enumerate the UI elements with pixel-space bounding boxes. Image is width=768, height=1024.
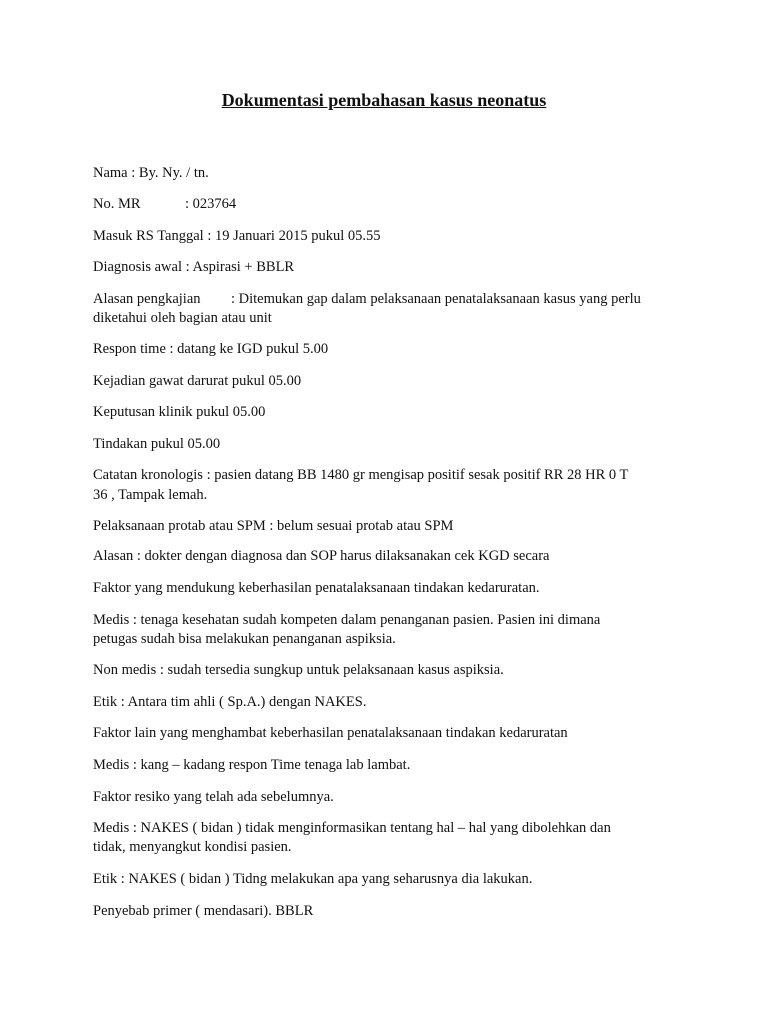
medis3-line2: tidak, menyangkut kondisi pasien. xyxy=(93,839,292,855)
nama-line: Nama : By. Ny. / tn. xyxy=(93,165,209,181)
non-medis-line: Non medis : sudah tersedia sungkup untuk pelaksanaan kasus aspiksia. xyxy=(93,662,504,678)
medis3-line1: Medis : NAKES ( bidan ) tidak menginformasikan tentang hal – hal yang dibolehkan dan xyxy=(93,820,611,836)
faktor-resiko-line: Faktor resiko yang telah ada sebelumnya. xyxy=(93,789,334,805)
diagnosis-awal-line: Diagnosis awal : Aspirasi + BBLR xyxy=(93,259,295,275)
etik2-line: Etik : NAKES ( bidan ) Tidng melakukan apa yang seharusnya dia lakukan. xyxy=(93,871,533,887)
medis1-line1: Medis : tenaga kesehatan sudah kompeten dalam penanganan pasien. Pasien ini dimana xyxy=(93,612,601,628)
etik1-line: Etik : Antara tim ahli ( Sp.A.) dengan NAKES. xyxy=(93,694,367,710)
alasan-pengkajian-line xyxy=(93,289,683,309)
catatan-line2: 36 , Tampak lemah. xyxy=(93,487,208,503)
medis2-line: Medis : kang – kadang respon Time tenaga lab lambat. xyxy=(93,757,411,773)
masuk-rs-line: Masuk RS Tanggal : 19 Januari 2015 pukul 05.55 xyxy=(93,228,381,244)
faktor-mendukung-line: Faktor yang mendukung keberhasilan penatalaksanaan tindakan kedaruratan. xyxy=(93,580,540,596)
catatan-line1: Catatan kronologis : pasien datang BB 1480 gr mengisap positif sesak positif RR 28 HR 0 T xyxy=(93,467,629,483)
alasan-pengkajian-line2: diketahui oleh bagian atau unit xyxy=(93,310,272,326)
alasan-pengkajian-label: Alasan pengkajian xyxy=(93,291,201,307)
tindakan-line: Tindakan pukul 05.00 xyxy=(93,436,221,452)
no-mr-line xyxy=(93,194,683,214)
faktor-menghambat-line: Faktor lain yang menghambat keberhasilan penatalaksanaan tindakan kedaruratan xyxy=(93,725,568,741)
pelaksanaan-line: Pelaksanaan protab atau SPM : belum sesuai protab atau SPM xyxy=(93,518,454,534)
penyebab-line: Penyebab primer ( mendasari). BBLR xyxy=(93,903,314,919)
document-title: Dokumentasi pembahasan kasus neonatus xyxy=(221,90,547,110)
no-mr-value: : 023764 xyxy=(185,196,237,212)
alasan-pengkajian-text: : Ditemukan gap dalam pelaksanaan penatalaksanaan kasus yang perlu xyxy=(231,291,641,307)
kejadian-line: Kejadian gawat darurat pukul 05.00 xyxy=(93,373,302,389)
respon-time-line: Respon time : datang ke IGD pukul 5.00 xyxy=(93,341,329,357)
keputusan-line: Keputusan klinik pukul 05.00 xyxy=(93,404,266,420)
alasan-line: Alasan : dokter dengan diagnosa dan SOP harus dilaksanakan cek KGD secara xyxy=(93,548,550,564)
medis1-line2: petugas sudah bisa melakukan penanganan aspiksia. xyxy=(93,631,396,647)
no-mr-label: No. MR xyxy=(93,196,141,212)
